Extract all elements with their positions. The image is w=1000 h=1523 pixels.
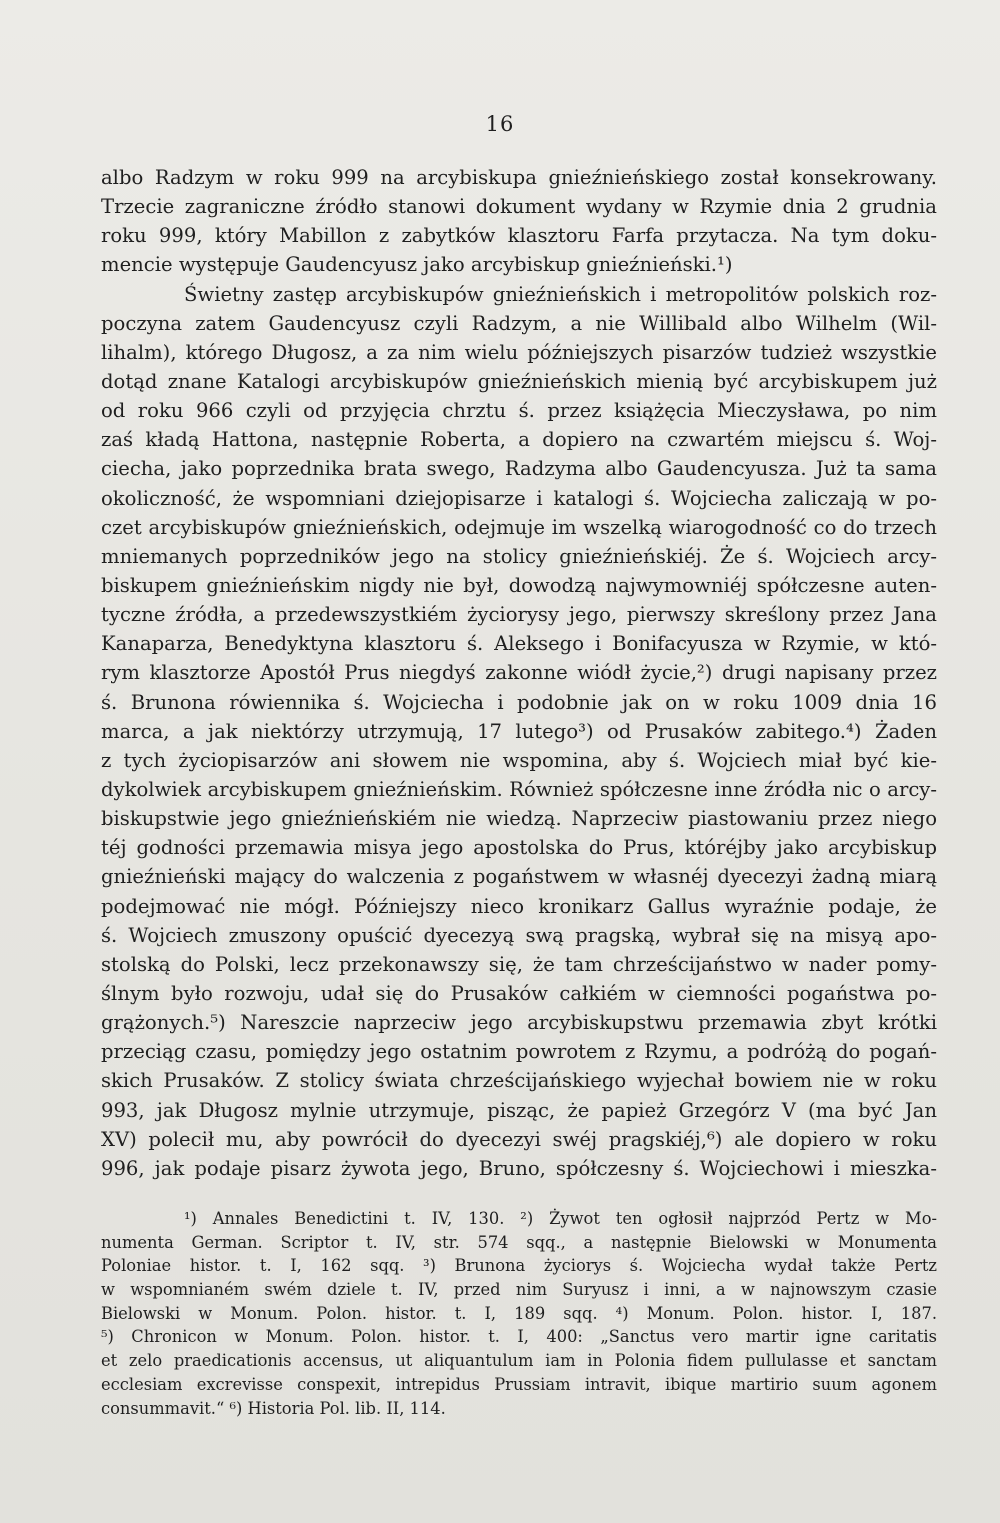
text-line: Trzecie zagraniczne źródło stanowi dokument wydany w Rzymie dnia 2 grudnia xyxy=(101,195,937,219)
text-line: dykolwiek arcybiskupem gnieźnieńskim. Również spółczesne inne źródła nic o arcy- xyxy=(101,777,937,801)
text-line: poczyna zatem Gaudencyusz czyli Radzym, a nie Willibald albo Wilhelm (Wil- xyxy=(101,311,937,335)
footnote-line: Bielowski w Monum. Polon. histor. t. I, 189 sqq. ⁴) Monum. Polon. histor. I, 187. xyxy=(101,1303,937,1323)
text-line: od roku 966 czyli od przyjęcia chrztu ś. przez książęcia Mieczysława, po nim xyxy=(101,399,937,423)
main-text xyxy=(101,163,937,1183)
text-line: przeciąg czasu, pomiędzy jego ostatnim powrotem z Rzymu, a podróżą do pogań- xyxy=(101,1040,937,1064)
footnote-line: et zelo praedicationis accensus, ut aliquantulum iam in Polonia fidem pullulasse et sanctam xyxy=(101,1351,937,1371)
text-line: gnieźnieński mający do walczenia z pogaństwem w własnéj dyecezyi żadną miarą xyxy=(101,865,937,889)
text-line: stolską do Polski, lecz przekonawszy się, że tam chrześcijaństwo w nader pomy- xyxy=(101,952,937,976)
footnote-line: w wspomnianém swém dziele t. IV, przed nim Suryusz i inni, a w najnowszym czasie xyxy=(101,1280,937,1300)
text-line: skich Prusaków. Z stolicy świata chrześcijańskiego wyjechał bowiem nie w roku xyxy=(101,1069,937,1093)
text-line: mniemanych poprzedników jego na stolicy gnieźnieńskiéj. Że ś. Wojciech arcy- xyxy=(101,544,937,568)
text-line: 996, jak podaje pisarz żywota jego, Bruno, spółczesny ś. Wojciechowi i mieszka- xyxy=(101,1156,937,1180)
text-line: tyczne źródła, a przedewszystkiém życiorysy jego, pierwszy skreślony przez Jana xyxy=(101,603,937,627)
text-line: téj godności przemawia misya jego apostolska do Prus, któréjby jako arcybiskup xyxy=(101,836,937,860)
text-line: roku 999, który Mabillon z zabytków klasztoru Farfa przytacza. Na tym doku- xyxy=(101,224,937,248)
text-line: ślnym było rozwoju, udał się do Prusaków całkiém w ciemności pogaństwa po- xyxy=(101,981,937,1005)
text-line: lihalm), którego Długosz, a za nim wielu późniejszych pisarzów tudzież wszystkie xyxy=(101,340,937,364)
footnote-line: ⁵) Chronicon w Monum. Polon. histor. t. I, 400: „Sanctus vero martir igne caritatis xyxy=(101,1327,937,1347)
footnote-line: ¹) Annales Benedictini t. IV, 130. ²) Żywot ten ogłosił najprzód Pertz w Mo- xyxy=(184,1209,937,1228)
text-line: okoliczność, że wspomniani dziejopisarze i katalogi ś. Wojciecha zaliczają w po- xyxy=(101,486,937,510)
text-line: z tych życiopisarzów ani słowem nie wspomina, aby ś. Wojciech miał być kie- xyxy=(101,748,937,772)
text-line: dotąd znane Katalogi arcybiskupów gnieźnieńskich mienią być arcybiskupem już xyxy=(101,369,937,393)
text-line: ś. Wojciech zmuszony opuścić dyecezyą swą pragską, wybrał się na misyą apo- xyxy=(101,923,937,947)
text-line: marca, a jak niektórzy utrzymują, 17 lutego³) od Prusaków zabitego.⁴) Żaden xyxy=(101,719,937,743)
text-line: ciecha, jako poprzednika brata swego, Radzyma albo Gaudencyusza. Już ta sama xyxy=(101,457,937,481)
text-line: 993, jak Długosz mylnie utrzymuje, pisząc, że papież Grzegórz V (ma być Jan xyxy=(101,1098,937,1122)
text-line: mencie występuje Gaudencyusz jako arcybiskup gnieźnieński.¹) xyxy=(101,253,733,277)
text-line: grążonych.⁵) Nareszcie naprzeciw jego arcybiskupstwu przemawia zbyt krótki xyxy=(101,1011,937,1035)
page-number: 16 xyxy=(485,112,515,136)
footnote-line: consummavit.“ ⁶) Historia Pol. lib. II, 114. xyxy=(101,1398,446,1418)
text-line: albo Radzym w roku 999 na arcybiskupa gnieźnieńskiego został konsekrowany. xyxy=(101,166,937,189)
text-line: biskupem gnieźnieńskim nigdy nie był, dowodzą najwymowniéj spółczesne auten- xyxy=(101,573,937,597)
text-line: biskupstwie jego gnieźnieńskiém nie wiedzą. Naprzeciw piastowaniu przez niego xyxy=(101,807,937,831)
text-line: podejmować nie mógł. Późniejszy nieco kronikarz Gallus wyraźnie podaje, że xyxy=(101,894,937,918)
text-line: XV) polecił mu, aby powrócił do dyecezyi swéj pragskiéj,⁶) ale dopiero w roku xyxy=(101,1127,937,1151)
text-line: zaś kładą Hattona, następnie Roberta, a dopiero na czwartém miejscu ś. Woj- xyxy=(101,428,937,452)
text-line: ś. Brunona rówiennika ś. Wojciecha i podobnie jak on w roku 1009 dnia 16 xyxy=(101,690,937,714)
text-line: Świetny zastęp arcybiskupów gnieźnieńskich i metropolitów polskich roz- xyxy=(184,282,937,306)
footnote-line: Poloniae histor. t. I, 162 sqq. ³) Brunona życiorys ś. Wojciecha wydał także Pertz xyxy=(101,1256,937,1276)
text-line: czet arcybiskupów gnieźnieńskich, odejmuje im wszelką wiarogodność co do trzech xyxy=(101,515,937,539)
footnotes xyxy=(101,1207,937,1420)
footnote-line: numenta German. Scriptor t. IV, str. 574 sqq., a następnie Bielowski w Monumenta xyxy=(101,1232,937,1252)
text-line: rym klasztorze Apostół Prus niegdyś zakonne wiódł życie,²) drugi napisany przez xyxy=(101,661,937,685)
text-line: Kanaparza, Benedyktyna klasztoru ś. Aleksego i Bonifacyusza w Rzymie, w któ- xyxy=(101,632,937,656)
footnote-line: ecclesiam excrevisse conspexit, intrepidus Prussiam intravit, ibique martirio suum agonem xyxy=(101,1374,937,1394)
